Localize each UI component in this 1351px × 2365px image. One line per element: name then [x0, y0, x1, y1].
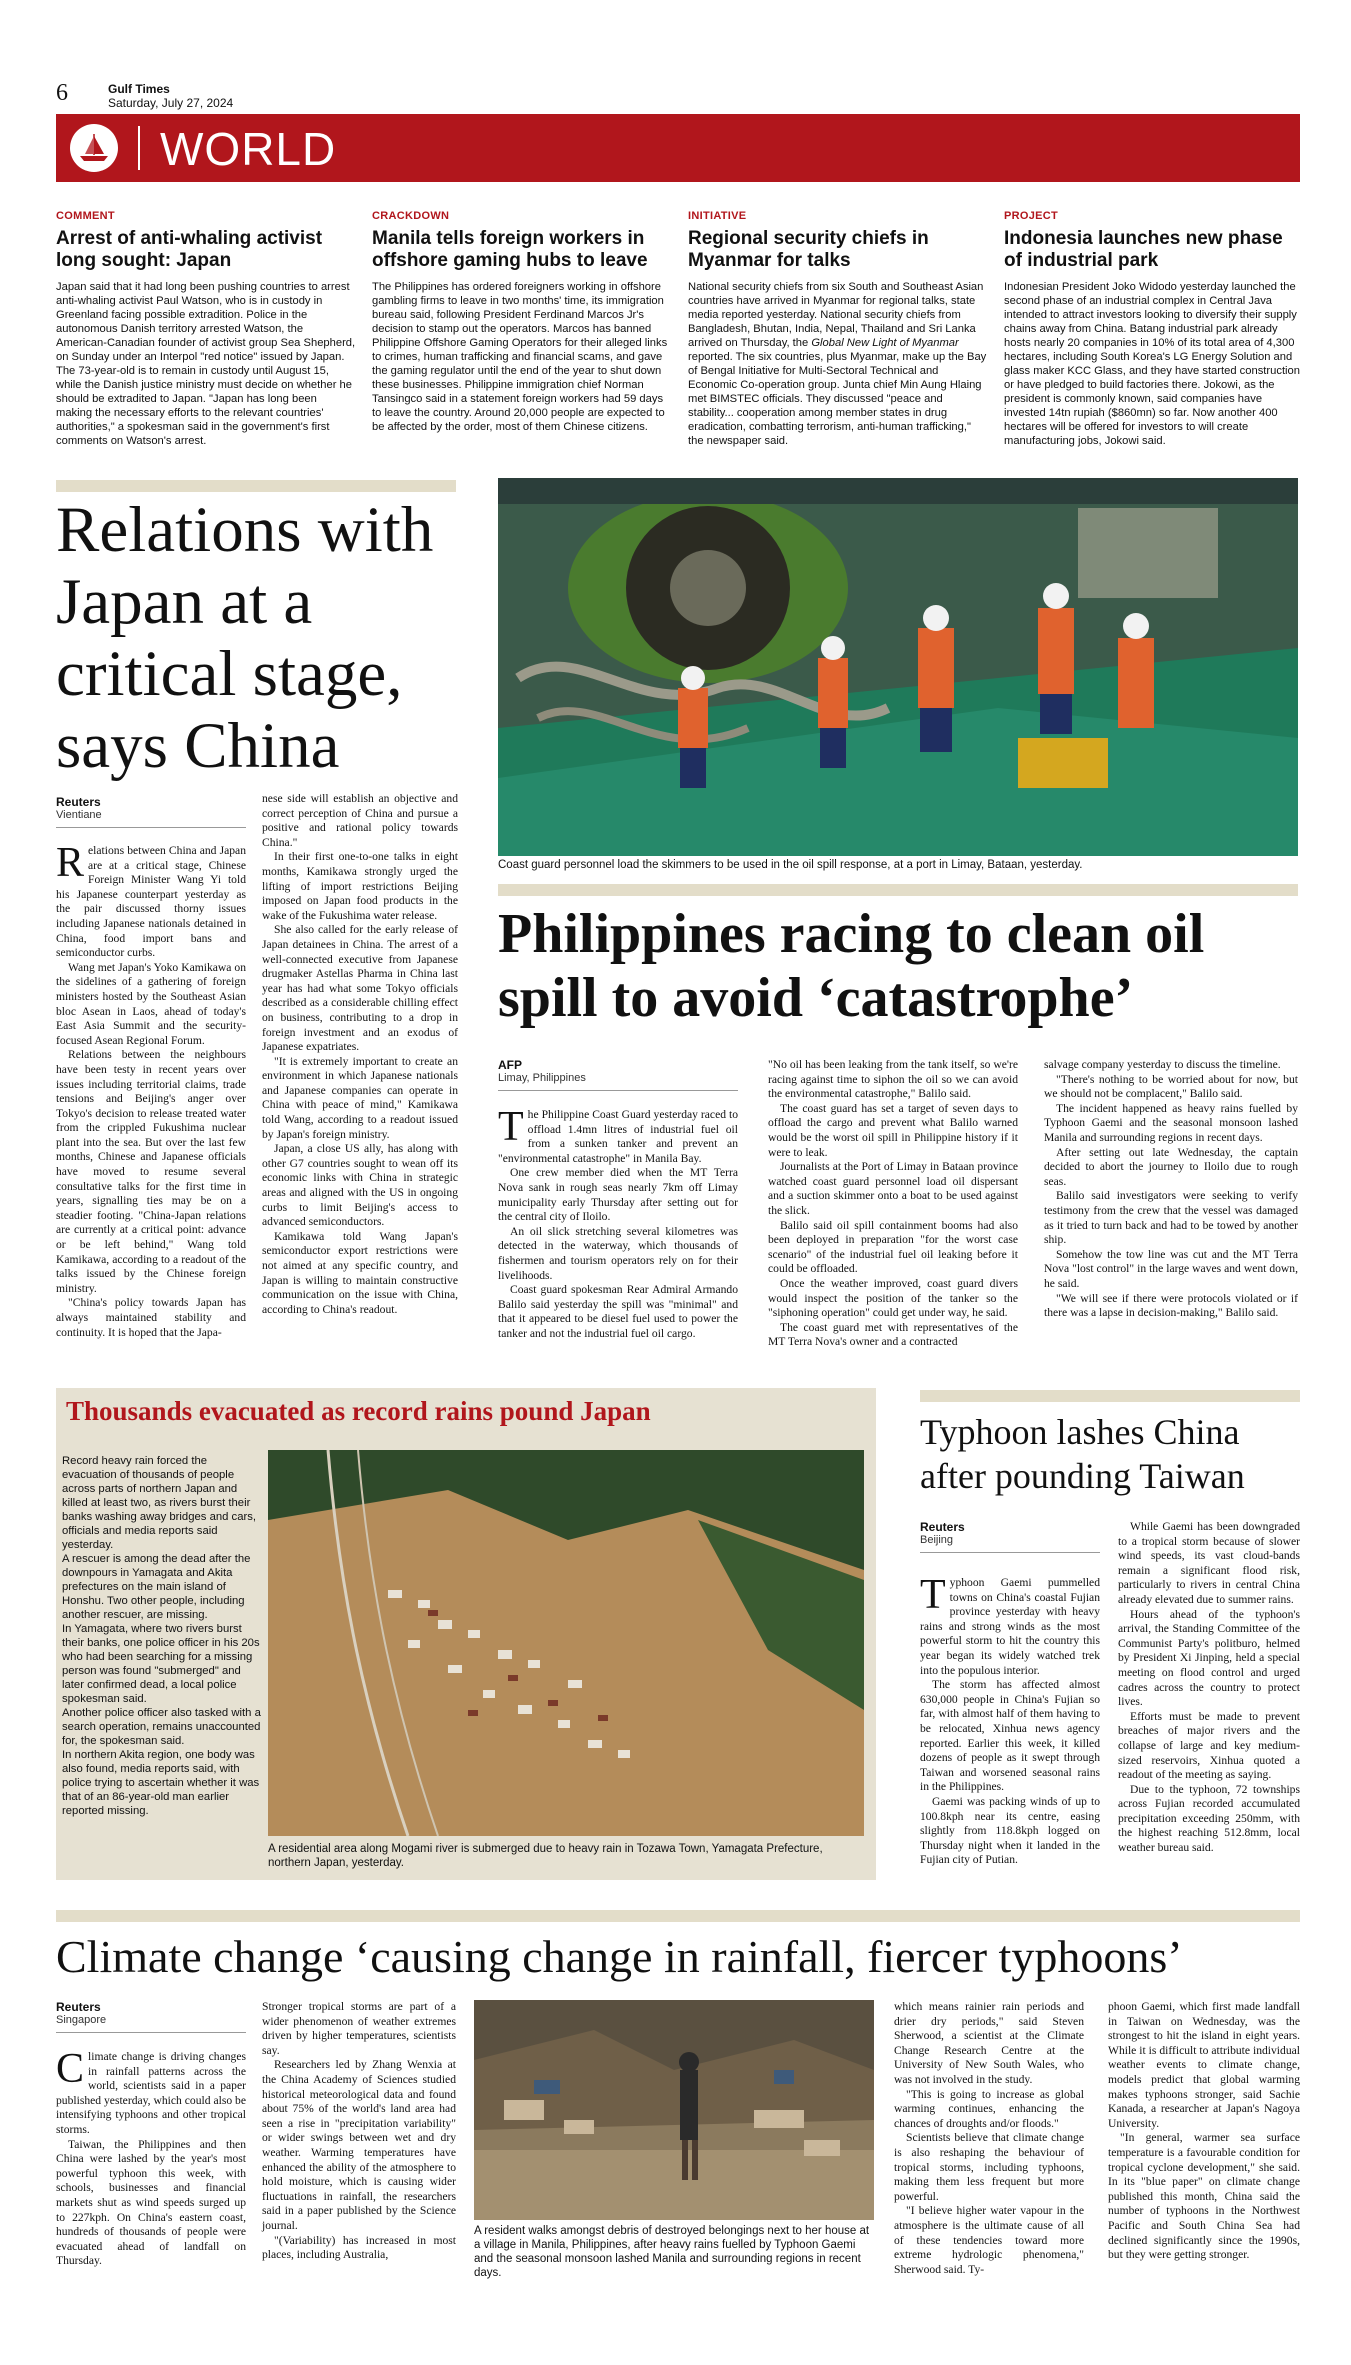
brief-body: Indonesian President Joko Widodo yesterday launched the second phase of an industrial complex in Central Java intended to attract investors looking to diversify their supply chains away from China. Batang industrial park already hosts nearly 20 companies in 10% of its total area of 4,300 hectares, including South Korea's LG Energy Solution and glass maker KCC Glass, and they have started construction or have pledged to build factories there. Jokowi, as the president is commonly known, said companies have invested 14tn rupiah ($860mn) so far. Now another 400 hectares will be offered for investors to will create manufacturing jobs, Jokowi said. — [1004, 281, 1300, 447]
paragraph: "It is extremely important to create an environment in which Japanese nationals and Japanese companies can operate in China with peace of mind," Kamikawa told Wang, according to a readout issued by Japan's foreign ministry. — [262, 1054, 458, 1141]
dropcap: R — [56, 840, 85, 886]
paragraph: Relations between the neighbours have been testy in recent years over issues including territorial claims, trade tensions and Beijing's anger over Tokyo's decision to release treated water from the crippled Fukushima nuclear plant into the sea. But over the last few months, Chinese and Japanese officials have moved to resume several consultative talks for the first time in years, signalling ties may be on a steadier footing. "China-Japan relations are currently at a critical point: advance or be left behind," Wang told Kamikawa, according to a readout of the talks issued by the Chinese foreign ministry. — [56, 1048, 246, 1295]
byline-rule — [498, 1090, 738, 1091]
typhoon-column-2 — [1118, 1520, 1300, 1856]
paragraph: salvage company yesterday to discuss the timeline. — [1044, 1058, 1281, 1071]
paragraph: "(Variability) has increased in most places, including Australia, — [262, 2233, 456, 2262]
paragraph: The coast guard met with representatives of the MT Terra Nova's owner and a contracted — [768, 1320, 1018, 1349]
ship-logo-icon — [70, 124, 118, 172]
japan-rain-body — [62, 1454, 262, 1818]
climate-column-2 — [262, 2000, 456, 2263]
masthead-paper-name: Gulf Times — [108, 82, 170, 96]
paragraph: Somehow the tow line was cut and the MT Terra Nova "lost control" in the large waves and went down, he said. — [1044, 1247, 1298, 1290]
paragraph: The storm has affected almost 630,000 people in China's Fujian so far, with almost half of them having to be relocated, Xinhua news agency reported. Earlier this week, it killed dozens of people as it swept through Taiwan and worsened seasonal rains in the Philippines. — [920, 1678, 1100, 1794]
paragraph: In northern Akita region, one body was also found, media reports said, with police trying to ascertain whether it was that of an 86-year-old man earlier reported missing. — [62, 1749, 260, 1817]
section-rule — [498, 884, 1298, 896]
brief-tag: COMMENT — [56, 210, 115, 222]
debris-caption: A resident walks amongst debris of destroyed belongings next to her house at a village in Manila, Philippines, after heavy rains fuelled by Typhoon Gaemi and the seasonal monsoon lashed Manila and surrounding regions in recent days. — [474, 2225, 870, 2279]
paragraph: Researchers led by Zhang Wenxia at the China Academy of Sciences studied historical meteorological data and found about 75% of the world's land area had seen a rise in "precipitation variability" or wider swings between wet and dry weather. Warming temperatures have enhanced the ability of the atmosphere to hold moisture, which is causing wider fluctuations in rainfall, the researchers said in a paper published by the Science journal. — [262, 2058, 456, 2232]
debris-photo — [474, 2000, 874, 2220]
typhoon-column-1 — [920, 1572, 1100, 1868]
brief-body: Japan said that it had long been pushing countries to arrest anti-whaling activist Paul Watson, who is in custody in Greenland facing possible extradition. Police in the autonomous Danish territory arrested Watson, the American-Canadian founder of activist group Sea Shepherd, on Sunday under an Interpol "red notice" issued by Japan. The 73-year-old is to remain in custody until August 15, while the Danish justice ministry must decide on whether he should be extradited to Japan. "Japan has long been making the necessary efforts to the relevant countries' authorities," a spokesman said in the government's first comments on Watson's arrest. — [56, 281, 356, 447]
coast-guard-photo — [498, 478, 1298, 856]
brief-whaling — [56, 210, 356, 448]
oil-column-1 — [498, 1104, 738, 1342]
paragraph: A rescuer is among the dead after the downpours in Yamagata and Akita prefectures on the main island of Honshu. Two other people, including another rescuer, are missing. — [62, 1553, 251, 1621]
paragraph: yphoon Gaemi pummelled towns on China's coastal Fujian province yesterday with heavy rains and strong winds as the most powerful storm to hit the country this year began its widely watched trek into the populous interior. — [920, 1576, 1100, 1677]
flood-aerial-photo — [268, 1450, 864, 1836]
paragraph: Kamikawa told Wang Japan's semiconductor export restrictions were not aimed at any specific country, and Japan is willing to maintain constructive communication on the issue with China, according to China's readout. — [262, 1229, 458, 1316]
section-rule — [56, 480, 456, 492]
climate-byline — [56, 2000, 246, 2033]
brief-body — [688, 280, 988, 448]
section-banner — [56, 114, 1300, 182]
section-title: WORLD — [160, 123, 337, 175]
climate-column-4 — [1108, 2000, 1300, 2263]
section-rule — [56, 1910, 1300, 1922]
oil-byline — [498, 1058, 738, 1091]
paragraph: limate change is driving changes in rainfall patterns across the world, scientists said in a paper published yesterday, which could also be intensifying typhoons and other tropical storms. — [56, 2050, 246, 2136]
paragraph: Record heavy rain forced the evacuation of thousands of people across parts of northern Japan and killed at least two, as rivers burst their banks washing away bridges and cars, officials and media reports said yesterday. — [62, 1455, 257, 1551]
brief-body-text: National security chiefs from six South and Southeast Asian countries have arrived in Myanmar for regional talks, state media reported yesterday. National security chiefs from Bangladesh, Bhutan, India, Nepal, Thailand and Sri Lanka arrived on Thursday, the — [688, 281, 984, 349]
paragraph: "No oil has been leaking from the tank itself, so we're racing against time to siphon the oil so we can avoid the environmental catastrophe," Balilo said. — [768, 1058, 1018, 1101]
lead-headline: Relations with Japan at a critical stage, says China — [56, 494, 434, 782]
byline-location: Vientiane — [56, 809, 102, 821]
paragraph: he Philippine Coast Guard yesterday raced to offload 1.4mn litres of industrial fuel oil from a sunken tanker and prevent an "environmental catastrophe" in Manila Bay. — [498, 1108, 738, 1165]
paragraph: While Gaemi has been downgraded to a tropical storm because of slower wind speeds, its vast cloud-bands remain a significant flood risk, particularly to rivers in central China already elevated due to summer rains. — [1118, 1520, 1300, 1606]
byline-location: Singapore — [56, 2014, 107, 2026]
brief-tag: CRACKDOWN — [372, 210, 450, 222]
masthead-date: Saturday, July 27, 2024 — [108, 96, 234, 110]
paragraph: One crew member died when the MT Terra Nova sank in rough seas nearly 7km off Limay municipality early Thursday after setting out for the central city of Iloilo. — [498, 1166, 738, 1224]
brief-manila-gaming — [372, 210, 672, 434]
byline-rule — [920, 1552, 1100, 1553]
byline-location: Beijing — [920, 1534, 954, 1546]
brief-body-text: reported. The six countries, plus Myanmar, make up the Bay of Bengal Initiative for Multi-Sectoral Technical and Economic Co-operation group. Junta chief Min Aung Hlaing met BIMSTEC officials. They discussed "peace and stability... cooperation among member states in drug eradication, combatting terrorism, anti-human trafficking," the newspaper said. — [688, 351, 987, 447]
paragraph: "In general, warmer sea surface temperature is a favourable condition for tropical cyclone development," she said. In its "blue paper" on climate change published this month, China said the number of typhoons in the Northwest Pacific and South China Sea had declined significantly since the 1990s, but they were getting stronger. — [1108, 2131, 1300, 2262]
typhoon-headline: Typhoon lashes China after pounding Taiwan — [920, 1412, 1245, 1496]
paragraph: Hours ahead of the typhoon's arrival, the Standing Committee of the Communist Party's politburo, helmed by President Xi Jinping, held a special meeting on flood control and urged cadres across the country to protect lives. — [1118, 1607, 1300, 1709]
japan-rain-box — [56, 1388, 876, 1880]
climate-column-1 — [56, 2046, 246, 2269]
paragraph: "This is going to increase as global warming continues, enhancing the chances of droughts and/or floods." — [894, 2087, 1084, 2130]
paragraph: which means rainier rain periods and drier dry periods," said Steven Sherwood, a scientist at the Climate Change Research Centre at the University of New South Wales, who was not involved in the study. — [894, 2000, 1084, 2086]
paragraph: In their first one-to-one talks in eight months, Kamikawa strongly urged the lifting of import restrictions Beijing imposed on Japan food products in the wake of the Fukushima water release. — [262, 850, 458, 922]
brief-body: The Philippines has ordered foreigners working in offshore gambling firms to leave in two months' time, its immigration bureau said, following President Ferdinand Marcos Jr's decision to stamp out the operators. Marcos has banned Philippine Offshore Gaming Operators for their alleged links to crimes, human trafficking and financial scams, and gave the gaming regulator until the end of the year to shut down these businesses. Philippine immigration chief Norman Tansingco said in a statement foreign workers had 59 days to leave the country. Around 20,000 people are expected to be affected by the order, most of them Chinese citizens. — [372, 281, 668, 433]
paragraph: Gaemi was packing winds of up to 100.8kph near its centre, easing slightly from 118.8kph logged on Thursday night when it landed in the Fujian city of Putian. — [920, 1794, 1100, 1867]
dropcap: T — [498, 1104, 524, 1150]
paragraph: Balilo said oil spill containment booms had also been deployed in preparation "for the worst case scenario" of the industrial fuel oil leaking before it could be offloaded. — [768, 1218, 1018, 1276]
paragraph: Balilo said investigators were seeking to verify testimony from the crew that the vessel was damaged as it tried to turn back and had to be towed by another ship. — [1044, 1189, 1298, 1247]
banner-divider — [138, 126, 140, 170]
paragraph: In Yamagata, where two rivers burst their banks, one police officer in his 20s who had been searching for a missing person was found "submerged" and later confirmed dead, a local police spokesman said. — [62, 1623, 260, 1705]
section-rule — [920, 1390, 1300, 1402]
paragraph: The incident happened as heavy rains fuelled by Typhoon Gaemi and the seasonal monsoon lashed Manila and surrounding regions in recent days. — [1044, 1101, 1298, 1144]
page-number: 6 — [56, 80, 68, 106]
brief-tag: INITIATIVE — [688, 210, 747, 222]
paragraph: Scientists believe that climate change is also reshaping the behaviour of tropical storms, including typhoons, making them less frequent but more powerful. — [894, 2131, 1084, 2203]
climate-headline: Climate change ‘causing change in rainfall, fiercer typhoons’ — [56, 1931, 1183, 1982]
paragraph: "There's nothing to be worried about for now, but we should not be complacent," Balilo said. — [1044, 1072, 1298, 1101]
lead-column-1 — [56, 840, 246, 1340]
paragraph: After setting out late Wednesday, the captain decided to abort the journey to Iloilo due to rough seas. — [1044, 1145, 1298, 1188]
paragraph: The coast guard has set a target of seven days to offload the cargo and prevent what Balilo warned would be the worst oil spill in Philippine history if it were to leak. — [768, 1101, 1018, 1159]
paragraph: An oil slick stretching several kilometres was detected in the waterway, which thousands of fishermen and tourism operators rely on for their livelihoods. — [498, 1224, 738, 1282]
brief-headline: Indonesia launches new phase of industrial park — [1004, 228, 1283, 271]
byline-agency: Reuters — [56, 2000, 101, 2014]
byline-agency: AFP — [498, 1058, 522, 1072]
japan-rain-headline: Thousands evacuated as record rains pound Japan — [66, 1396, 651, 1426]
brief-headline: Regional security chiefs in Myanmar for talks — [688, 228, 929, 271]
paragraph: "I believe higher water vapour in the atmosphere is the ultimate cause of all of these tendencies toward more extreme hydrologic phenomena," Sherwood said. Ty- — [894, 2204, 1084, 2276]
lead-byline — [56, 795, 246, 828]
brief-myanmar-security — [688, 210, 988, 448]
dropcap: C — [56, 2046, 85, 2092]
byline-rule — [56, 827, 246, 828]
paragraph: Taiwan, the Philippines and then China were lashed by the year's most powerful typhoon this week, with schools, businesses and financial markets shut as wind speeds surged up to 227kph. On China's eastern coast, hundreds of thousands of people were evacuated ahead of landfall on Thursday. — [56, 2137, 246, 2268]
paragraph: She also called for the early release of Japan detainees in China. The arrest of a well-connected executive from Japanese drugmaker Astellas Pharma in China last year has had what some Tokyo officials described as a considerable chilling effect on business, contributing to a drop in foreign investment and an exodus of Japanese expatriates. — [262, 923, 458, 1054]
typhoon-byline — [920, 1520, 1100, 1553]
paragraph: Due to the typhoon, 72 townships across Fujian recorded accumulated precipitation exceeding 250mm, with the highest reaching 512.8mm, local weather bureau said. — [1118, 1782, 1300, 1855]
brief-tag: PROJECT — [1004, 210, 1059, 222]
lead-column-2 — [262, 792, 458, 1317]
paragraph: Journalists at the Port of Limay in Bataan province watched coast guard personnel load oil dispersant and a suction skimmer onto a boat to be used against the slick. — [768, 1160, 1018, 1217]
oil-column-2 — [768, 1058, 1018, 1350]
dropcap: T — [920, 1572, 946, 1618]
oil-column-3 — [1044, 1058, 1298, 1321]
paragraph: Coast guard spokesman Rear Admiral Armando Balilo said yesterday the spill was "minimal" and that it appeared to be diesel fuel used to power the tanker and not the industrial fuel oil cargo. — [498, 1283, 738, 1340]
byline-agency: Reuters — [920, 1520, 965, 1534]
climate-column-3 — [894, 2000, 1084, 2277]
paragraph: Wang met Japan's Yoko Kamikawa on the sidelines of a gathering of foreign ministers hosted by the Southeast Asian bloc Asean in Laos, ahead of today's East Asia Summit and the security-focused Asean Regional Forum. — [56, 960, 246, 1047]
byline-agency: Reuters — [56, 795, 101, 809]
brief-headline: Arrest of anti-whaling activist long sought: Japan — [56, 228, 323, 271]
paragraph: elations between China and Japan are at a critical stage, Chinese Foreign Minister Wang Yi told his Japanese counterpart yesterday as the pair discussed thorny issues including Japanese nationals detained in China, food import bans and semiconductor curbs. — [56, 844, 246, 960]
paragraph: "China's policy towards Japan has always maintained stability and continuity. It is hoped that the Japa- — [56, 1296, 246, 1339]
paragraph: nese side will establish an objective and correct perception of China and pursue a positive and rational policy towards China." — [262, 792, 458, 849]
flood-caption: A residential area along Mogami river is submerged due to heavy rain in Tozawa Town, Yamagata Prefecture, northern Japan, yesterday. — [268, 1843, 823, 1869]
paragraph: Stronger tropical storms are part of a wider phenomenon of weather extremes driven by higher temperatures, scientists say. — [262, 2000, 456, 2057]
coast-guard-caption: Coast guard personnel load the skimmers to be used in the oil spill response, at a port in Limay, Bataan, yesterday. — [498, 859, 1083, 871]
byline-location: Limay, Philippines — [498, 1072, 586, 1084]
byline-rule — [56, 2032, 246, 2033]
paragraph: Efforts must be made to prevent breaches of major rivers and the collapse of large and key medium-sized reservoirs, Xinhua quoted a readout of the meeting as saying. — [1118, 1709, 1300, 1782]
brief-headline: Manila tells foreign workers in offshore gaming hubs to leave — [372, 228, 648, 271]
paragraph: "We will see if there were protocols violated or if there was a lapse in decision-making," Balilo said. — [1044, 1291, 1298, 1320]
paragraph: Once the weather improved, coast guard divers would inspect the position of the tanker so the "siphoning operation" could get under way, he said. — [768, 1276, 1018, 1320]
brief-indonesia-park — [1004, 210, 1304, 448]
paragraph: phoon Gaemi, which first made landfall in Taiwan on Wednesday, was the strongest to hit the island in eight years. While it is difficult to attribute individual weather events to climate change, models predict that global warming makes typhoons stronger, said Sachie Kanada, a researcher at Japan's Nagoya University. — [1108, 2000, 1300, 2130]
oil-spill-headline: Philippines racing to clean oil spill to avoid ‘catastrophe’ — [498, 903, 1205, 1029]
paragraph: Another police officer also tasked with a search operation, remains unaccounted for, the spokesman said. — [62, 1707, 261, 1747]
paragraph: Japan, a close US ally, has along with other G7 countries sought to wean off its economic links with China in strategic areas and aligned with the US in ongoing curbs to limit Beijing's access to advanced semiconductors. — [262, 1142, 458, 1229]
brief-body-publication: Global New Light of Myanmar — [811, 337, 959, 349]
